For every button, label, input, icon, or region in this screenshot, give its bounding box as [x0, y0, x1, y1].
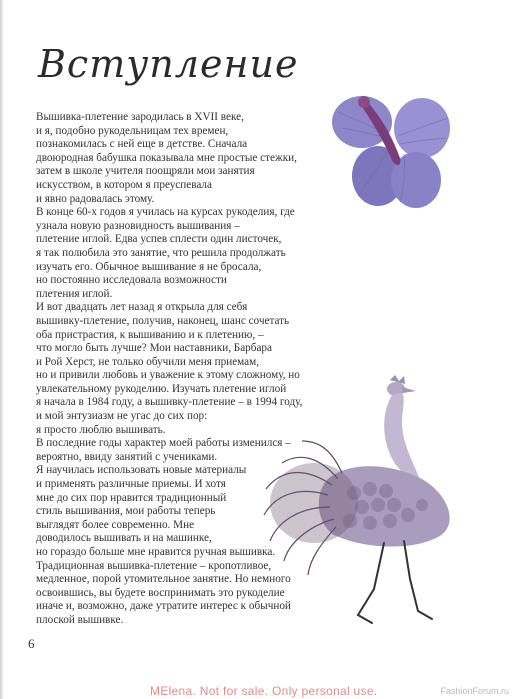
text-line: познакомилась с ней еще в детстве. Сначала — [36, 138, 248, 151]
text-line: и мой энтузиазм не угас до сих пор: — [36, 410, 208, 423]
paragraph — [36, 206, 336, 301]
text-line: И вот двадцать лет назад я открыла для себя — [36, 301, 248, 314]
text-line: мне до сих пор нравится традиционный — [36, 491, 227, 504]
embroidered-ostrich-illustration — [262, 375, 482, 637]
text-line: иначе и, возможно, даже утратите интерес к обычной — [36, 600, 291, 613]
text-line: доводилось вышивать и на машинке, — [36, 532, 212, 545]
butterfly-head — [358, 96, 370, 108]
watermark-text: MElena. Not for sale. Only personal use. — [150, 684, 378, 698]
text-line: и явно радовалась этому. — [36, 192, 155, 205]
text-line: оба пристрастия, к вышиванию и к плетению, – — [36, 328, 264, 341]
text-line: искусством, в котором я преуспевала — [36, 178, 212, 191]
ostrich-beak — [402, 387, 416, 393]
text-line: затем в школе учителя поощряли мои занятия — [36, 165, 255, 178]
text-line: я просто люблю вышивать. — [36, 423, 166, 436]
text-line: я начала в 1984 году, а вышивку-плетение – в 1994 году, — [36, 396, 303, 409]
text-line: но гораздо больше мне нравится ручная вышивка. — [36, 546, 276, 558]
text-line: выглядят более современно. Мне — [36, 518, 195, 531]
butterfly-upper-right-wing — [394, 98, 450, 158]
embroidered-butterfly-illustration — [330, 92, 452, 212]
text-line: плетение иглой. Едва успев сплести один листочек, — [36, 233, 282, 246]
ostrich-right-leg — [404, 541, 432, 619]
text-line: освоившись, вы будете воспринимать это рукоделие — [36, 586, 285, 599]
text-line: Вышивка-плетение зародилась в XVII веке, — [36, 111, 244, 123]
text-line: изучать его. Обычное вышивание я не бросала, — [36, 260, 262, 273]
text-line: Традиционная вышивка-плетение – кропотливое, — [36, 559, 272, 572]
text-line: Я научилась использовать новые материалы — [36, 464, 247, 477]
text-line: и я, подобно рукодельницам тех времен, — [36, 124, 229, 137]
text-line: вышивку-плетение, получив, наконец, шанс сочетать — [36, 314, 290, 327]
text-line: В последние годы характер моей работы изменился – — [36, 437, 291, 450]
ostrich-feather-plume — [270, 463, 358, 543]
paragraph — [36, 111, 336, 206]
watermark-site: FashionForum.ru — [440, 686, 509, 696]
text-line: и Рой Херст, не только обучили меня приемам, — [36, 355, 260, 368]
text-line: и применять различные приемы. И хотя — [36, 478, 226, 491]
text-line: увлекательному рукоделию. Изучать плетение иглой — [36, 382, 287, 395]
text-line: но постоянно исследовала возможности — [36, 274, 227, 287]
page-number: 6 — [28, 636, 35, 651]
text-line: медленное, порой утомительное занятие. Но немного — [36, 573, 291, 586]
text-line: двоюродная бабушка показывала мне простые стежки, — [36, 151, 297, 164]
page-title: Вступление — [38, 42, 299, 86]
text-line: вероятно, ввиду занятий с учениками. — [36, 450, 218, 463]
text-line: плоской вышивке. — [36, 613, 124, 626]
page-edge — [0, 0, 4, 699]
ostrich-left-leg — [358, 543, 384, 623]
text-line: что могло быть лучше? Мои наставники, Барбара — [36, 342, 272, 355]
text-line: но и привили любовь и уважение к этому сложному, но — [36, 369, 300, 382]
text-line: стиль вышивания, мои работы теперь — [36, 505, 216, 518]
text-line: В конце 60-х годов я училась на курсах рукоделия, где — [36, 206, 295, 219]
text-line: плетения иглой. — [36, 287, 113, 300]
text-line: я так полюбила это занятие, что решила продолжать — [36, 246, 286, 259]
text-line: узнала новую разновидность вышивания – — [36, 219, 240, 232]
